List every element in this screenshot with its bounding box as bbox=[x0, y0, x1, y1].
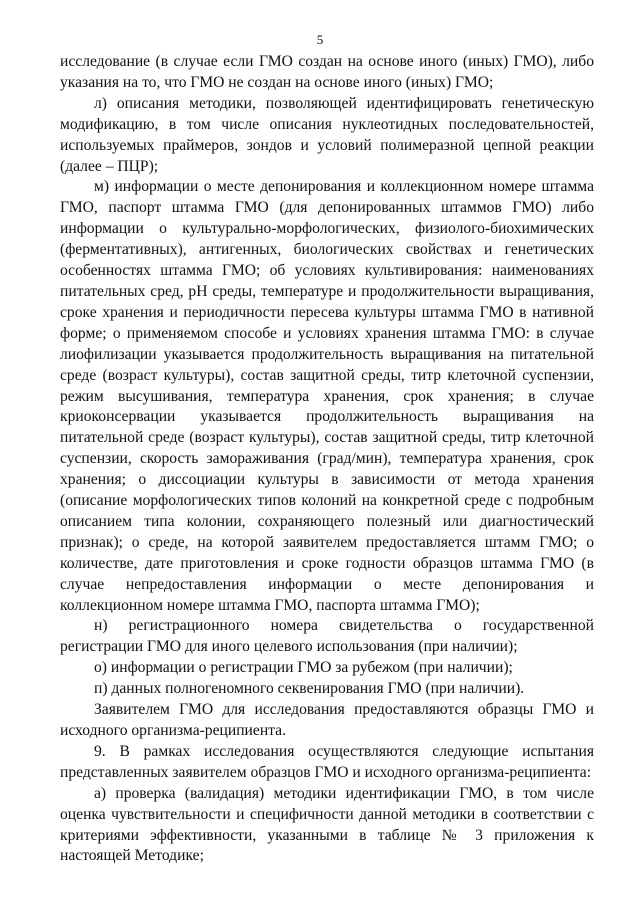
paragraph-item-l: л) описания методики, позволяющей идентифицировать генетическую модификацию, в том числе описания нуклеотидных последовательностей, используемых праймеров, зондов и условий полимеразной цепной реакции (далее – ПЦР); bbox=[60, 94, 594, 175]
paragraph-section-9: 9. В рамках исследования осуществляются следующие испытания представленных заявителем образцов ГМО и исходного организма-реципиента: bbox=[60, 742, 594, 781]
paragraph-samples: Заявителем ГМО для исследования предоставляются образцы ГМО и исходного организма-реципиента. bbox=[60, 701, 594, 739]
paragraph-item-o: о) информации о регистрации ГМО за рубежом (при наличии); bbox=[94, 659, 513, 677]
page-number: 5 bbox=[316, 32, 324, 47]
document-body bbox=[60, 52, 594, 867]
paragraph-item-m: м) информации о месте депонирования и коллекционном номере штамма ГМО, паспорт штамма ГМО (для депонированных штаммов ГМО) либо информации о культурально-морфологических, физиолого-биохимических (ферментативных), антигенных, биологических свойствах и генетических особенностях штамма ГМО; об условиях культивирования: наименованиях питательных сред, pH среды, температуре и продолжительности выращивания, сроке хранения и периодичности пересева культуры штамма ГМО в нативной форме; о применяемом способе и условиях хранения штамма ГМО: в случае лиофилизации указывается продолжительность выращивания на питательной среде (возраст культуры), состав защитной среды, титр клеточной суспензии, режим высушивания, температура хранения, срок хранения; в случае криоконсервации указывается продолжительность выращивания на питательной среде (возраст культуры), состав защитной среды, титр клеточной суспензии, скорость замораживания (град/мин), температура хранения, срок хранения; о диссоциации культуры в зависимости от метода хранения (описание морфологических типов колоний на конкретной среде с подробным описанием типа колонии, сохраняющего полезный или диагностический признак); о среде, на которой заявителем предоставляется штамм ГМО; о количестве, дате приготовления и сроке годности образцов штамма ГМО (в случае непредоставления информации о месте депонирования и коллекционном номере штамма ГМО, паспорта штамма ГМО); bbox=[60, 178, 594, 614]
paragraph-item-p: п) данных полногеномного секвенирования ГМО (при наличии). bbox=[94, 680, 525, 698]
paragraph-item-n: н) регистрационного номера свидетельства о государственной регистрации ГМО для иного целевого использования (при наличии); bbox=[60, 617, 594, 656]
paragraph-item-a: а) проверка (валидация) методики идентификации ГМО, в том числе оценка чувствительности и специфичности данной методики в соответствии с критериями эффективности, указанными в таблице № 3 приложения к настоящей Методике; bbox=[60, 784, 594, 865]
paragraph-continuation: исследование (в случае если ГМО создан на основе иного (иных) ГМО), либо указания на то, что ГМО не создан на основе иного (иных) ГМО; bbox=[60, 53, 594, 91]
